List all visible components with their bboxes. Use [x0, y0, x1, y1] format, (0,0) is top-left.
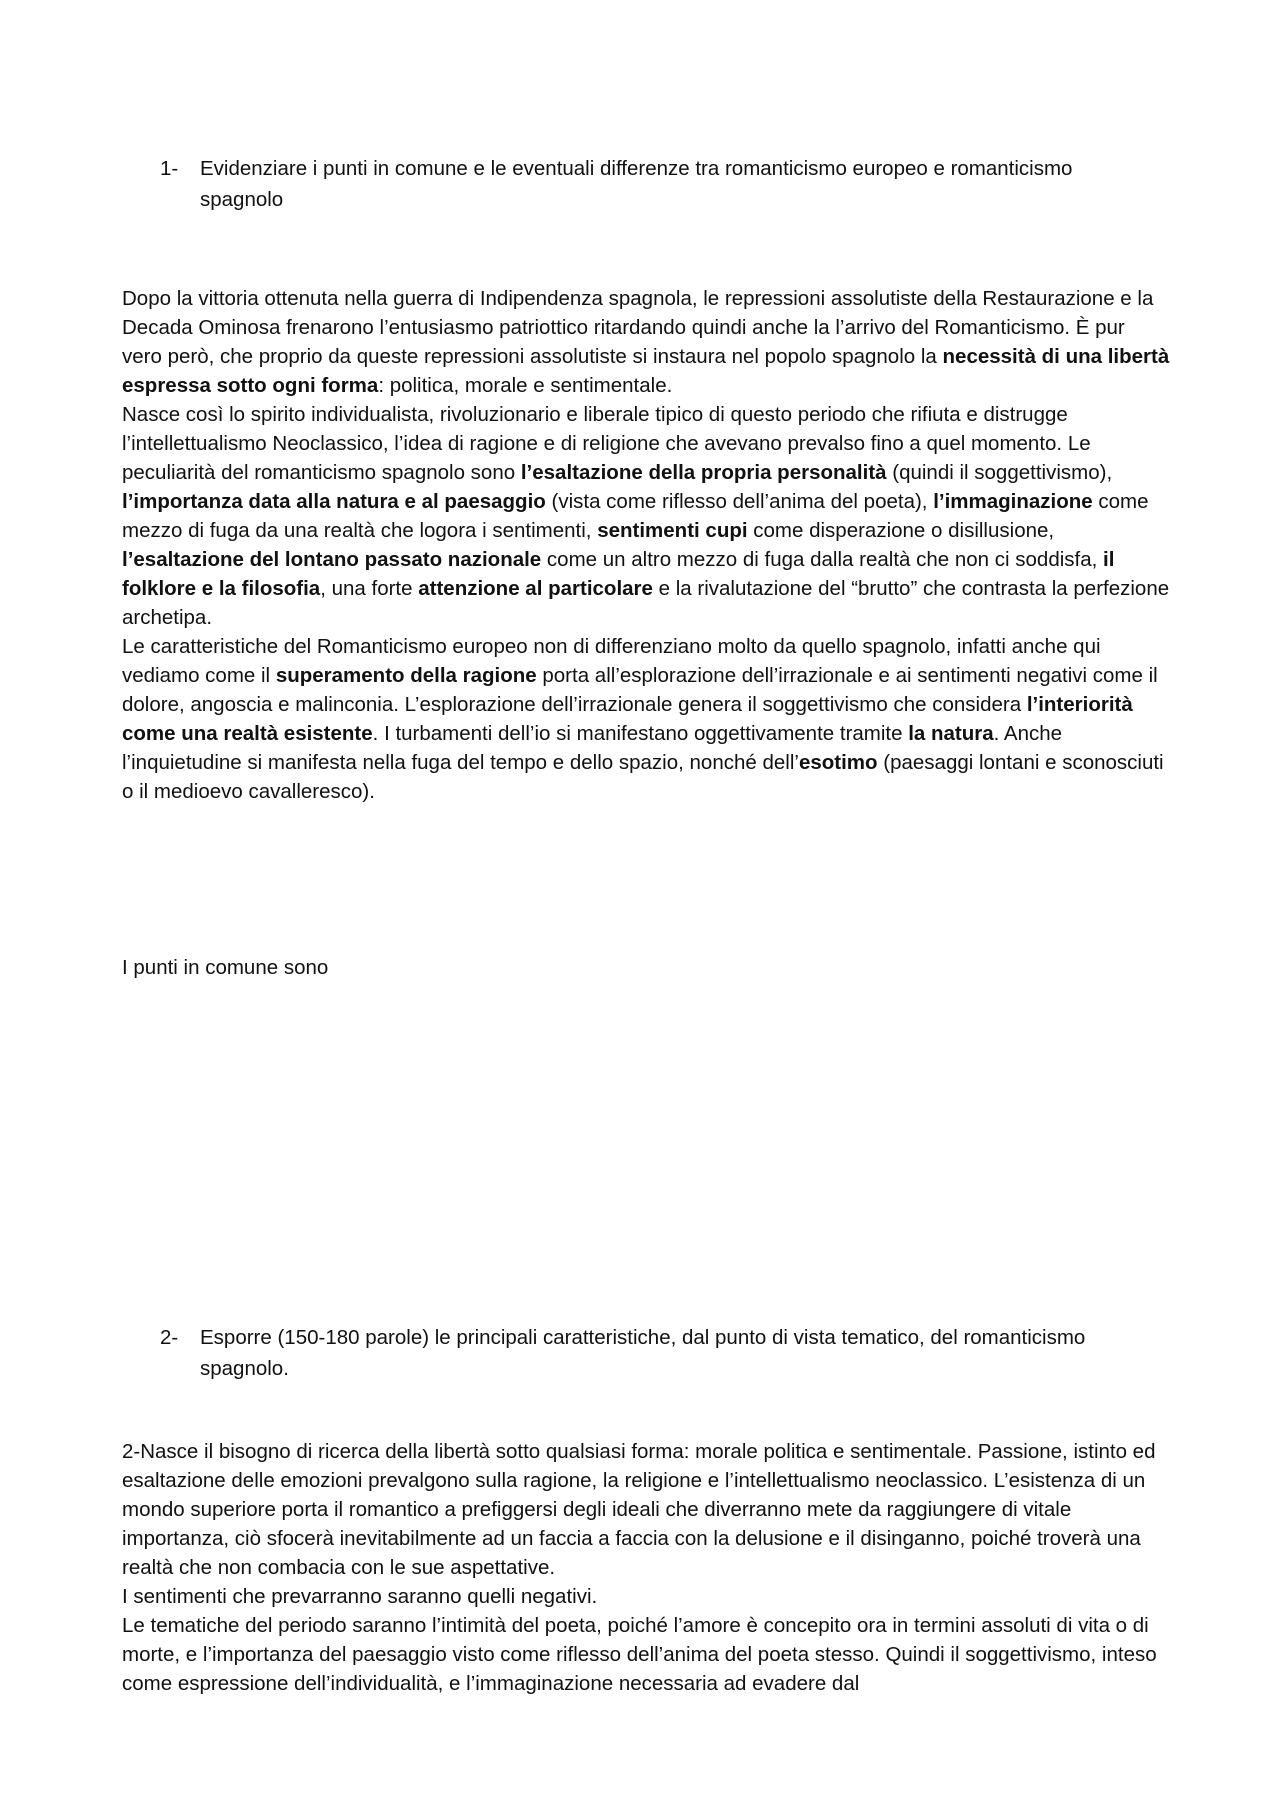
bold-phrase: l’importanza data alla natura e al paesaggio — [122, 490, 546, 513]
bold-phrase: l’esaltazione della propria personalità — [520, 461, 887, 484]
bold-phrase: esotimo — [798, 751, 878, 774]
answer-1-paragraph-1: Dopo la vittoria ottenuta nella guerra di Indipendenza spagnola, le repressioni assolutiste della Restaurazione e la Decada Ominosa frenarono l’entusiasmo patriottico ritardando quindi anche la l’arrivo del Romanticismo. È pur vero però, che proprio da queste repressioni assolutiste si instaura nel popolo spagnolo la necessità di una libertà espressa sotto ogni forma: politica, morale e sentimentale. — [122, 287, 1170, 397]
answer-2-paragraph-2: I sentimenti che prevarranno saranno quelli negativi. — [122, 1585, 598, 1608]
bold-phrase: necessità di una libertà espressa sotto ogni forma — [122, 345, 1170, 397]
bold-phrase: l’immaginazione — [933, 490, 1093, 513]
common-points-line: I punti in comune sono — [122, 956, 329, 979]
question-1-text: Evidenziare i punti in comune e le eventuali differenze tra romanticismo europeo e romanticismo spagnolo — [200, 157, 1073, 211]
bold-phrase: l’esaltazione del lontano passato nazionale — [122, 548, 542, 571]
bold-phrase: l’interiorità come una realtà esistente — [122, 693, 1133, 745]
bold-phrase: attenzione al particolare — [418, 577, 653, 600]
answer-2 — [122, 1437, 1170, 1698]
question-1 — [160, 153, 1145, 215]
bold-phrase: la natura — [908, 722, 994, 745]
answer-1-paragraph-3: Le caratteristiche del Romanticismo europeo non di differenziano molto da quello spagnolo, infatti anche qui vediamo come il superamento della ragione porta all’esplorazione dell’irrazionale e ai sentimenti negativi come il dolore, angoscia e malinconia. L’esplorazione dell’irrazionale genera il soggettivismo che considera l’interiorità come una realtà esistente. I turbamenti dell’io si manifestano oggettivamente tramite la natura. Anche l’inquietudine si manifesta nella fuga del tempo e dello spazio, nonché dell’esotimo (paesaggi lontani e sconosciuti o il medioevo cavalleresco). — [122, 635, 1164, 803]
answer-1 — [122, 284, 1170, 806]
bold-phrase: superamento della ragione — [275, 664, 537, 687]
answer-2-paragraph-1: 2-Nasce il bisogno di ricerca della libertà sotto qualsiasi forma: morale politica e sentimentale. Passione, istinto ed esaltazione delle emozioni prevalgono sulla ragione, la religione e l’intellettualismo neoclassico. L’esistenza di un mondo superiore porta il romantico a prefiggersi degli ideali che diverranno mete da raggiungere di vitale importanza, ciò sfocerà inevitabilmente ad un faccia a faccia con la delusione e il disinganno, poiché troverà una realtà che non combacia con le sue aspettative. — [122, 1440, 1156, 1579]
question-2 — [160, 1322, 1145, 1384]
question-2-text: Esporre (150-180 parole) le principali caratteristiche, dal punto di vista tematico, del romanticismo spagnolo. — [200, 1326, 1086, 1380]
question-2-number: 2- — [160, 1326, 179, 1349]
bold-phrase: sentimenti cupi — [597, 519, 748, 542]
question-1-number: 1- — [160, 157, 179, 180]
bold-phrase: il folklore e la filosofia — [122, 548, 1115, 600]
answer-2-paragraph-3: Le tematiche del periodo saranno l’intimità del poeta, poiché l’amore è concepito ora in termini assoluti di vita o di morte, e l’importanza del paesaggio visto come riflesso dell’anima del poeta stesso. Quindi il soggettivismo, inteso come espressione dell’individualità, e l’immaginazione necessaria ad evadere dal — [122, 1614, 1157, 1695]
answer-1-paragraph-2: Nasce così lo spirito individualista, rivoluzionario e liberale tipico di questo periodo che rifiuta e distrugge l’intellettualismo Neoclassico, l’idea di ragione e di religione che avevano prevalso fino a quel momento. Le peculiarità del romanticismo spagnolo sono l’esaltazione della propria personalità (quindi il soggettivismo), l’importanza data alla natura e al paesaggio (vista come riflesso dell’anima del poeta), l’immaginazione come mezzo di fuga da una realtà che logora i sentimenti, sentimenti cupi come disperazione o disillusione, l’esaltazione del lontano passato nazionale come un altro mezzo di fuga dalla realtà che non ci soddisfa, il folklore e la filosofia, una forte attenzione al particolare e la rivalutazione del “brutto” che contrasta la perfezione archetipa. — [122, 403, 1170, 629]
